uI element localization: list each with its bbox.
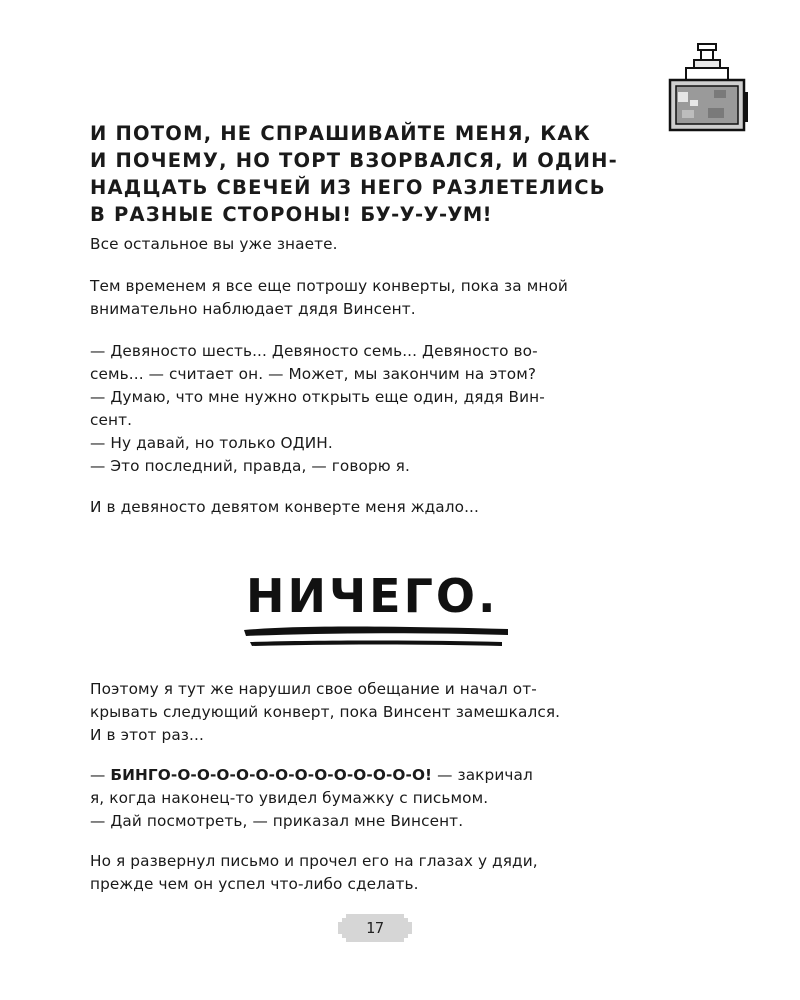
big-word: НИЧЕГО. <box>246 569 499 623</box>
text-line: Поэтому я тут же нарушил свое обещание и начал от- <box>90 680 537 698</box>
text-rest: — закричал <box>432 766 533 784</box>
dash: — <box>90 766 111 784</box>
text-line: — Думаю, что мне нужно открыть еще один, дядя Вин- <box>90 388 545 406</box>
paragraph-7 <box>90 850 670 896</box>
heading-emphasis: БУ-У-У-УМ! <box>360 203 492 226</box>
text-line: Но я развернул письмо и прочел его на глазах у дяди, <box>90 852 538 870</box>
text-line: семь... — считает он. — Может, мы закончим на этом? <box>90 365 537 383</box>
page-number: 17 <box>365 919 385 937</box>
text-line: — Ну давай, но только ОДИН. <box>90 434 333 452</box>
paragraph-2 <box>90 275 670 321</box>
text-line: прежде чем он успел что-либо сделать. <box>90 875 419 893</box>
text-line: Все остальное вы уже знаете. <box>90 235 338 253</box>
text-line: внимательно наблюдает дядя Винсент. <box>90 300 416 318</box>
heading-line: НАДЦАТЬ СВЕЧЕЙ ИЗ НЕГО РАЗЛЕТЕЛИСЬ <box>90 176 606 199</box>
text-line: — Дай посмотреть, — приказал мне Винсент. <box>90 812 464 830</box>
text-line: — Девяносто шесть... Девяносто семь... Девяносто во- <box>90 342 538 360</box>
text-line <box>90 764 670 787</box>
text-line: И в этот раз... <box>90 726 204 744</box>
text-line: крывать следующий конверт, пока Винсент замешкался. <box>90 703 561 721</box>
text-line: — Это последний, правда, — говорю я. <box>90 457 410 475</box>
text-line: сент. <box>90 411 133 429</box>
bingo-shout: БИНГО-О-О-О-О-О-О-О-О-О-О-О-О-О! <box>110 766 433 784</box>
heading-line-text: В РАЗНЫЕ СТОРОНЫ! <box>90 203 361 226</box>
text-line: Тем временем я все еще потрошу конверты, пока за мной <box>90 277 568 295</box>
heading-line: И ПОТОМ, НЕ СПРАШИВАЙТЕ МЕНЯ, КАК <box>90 122 591 145</box>
text-line: я, когда наконец-то увидел бумажку с письмом. <box>90 789 489 807</box>
chapter-heading <box>90 120 670 228</box>
dialogue-block <box>90 340 670 478</box>
paragraph-6 <box>90 764 670 833</box>
heading-line: И ПОЧЕМУ, НО ТОРТ ВЗОРВАЛСЯ, И ОДИН- <box>90 149 618 172</box>
potion-bottle-icon <box>664 40 750 136</box>
paragraph-1 <box>90 233 670 256</box>
paragraph-4 <box>90 496 670 519</box>
paragraph-5 <box>90 678 670 747</box>
heading-line <box>90 201 670 228</box>
text-line: И в девяносто девятом конверте меня ждало... <box>90 498 479 516</box>
brush-underline <box>240 622 512 652</box>
